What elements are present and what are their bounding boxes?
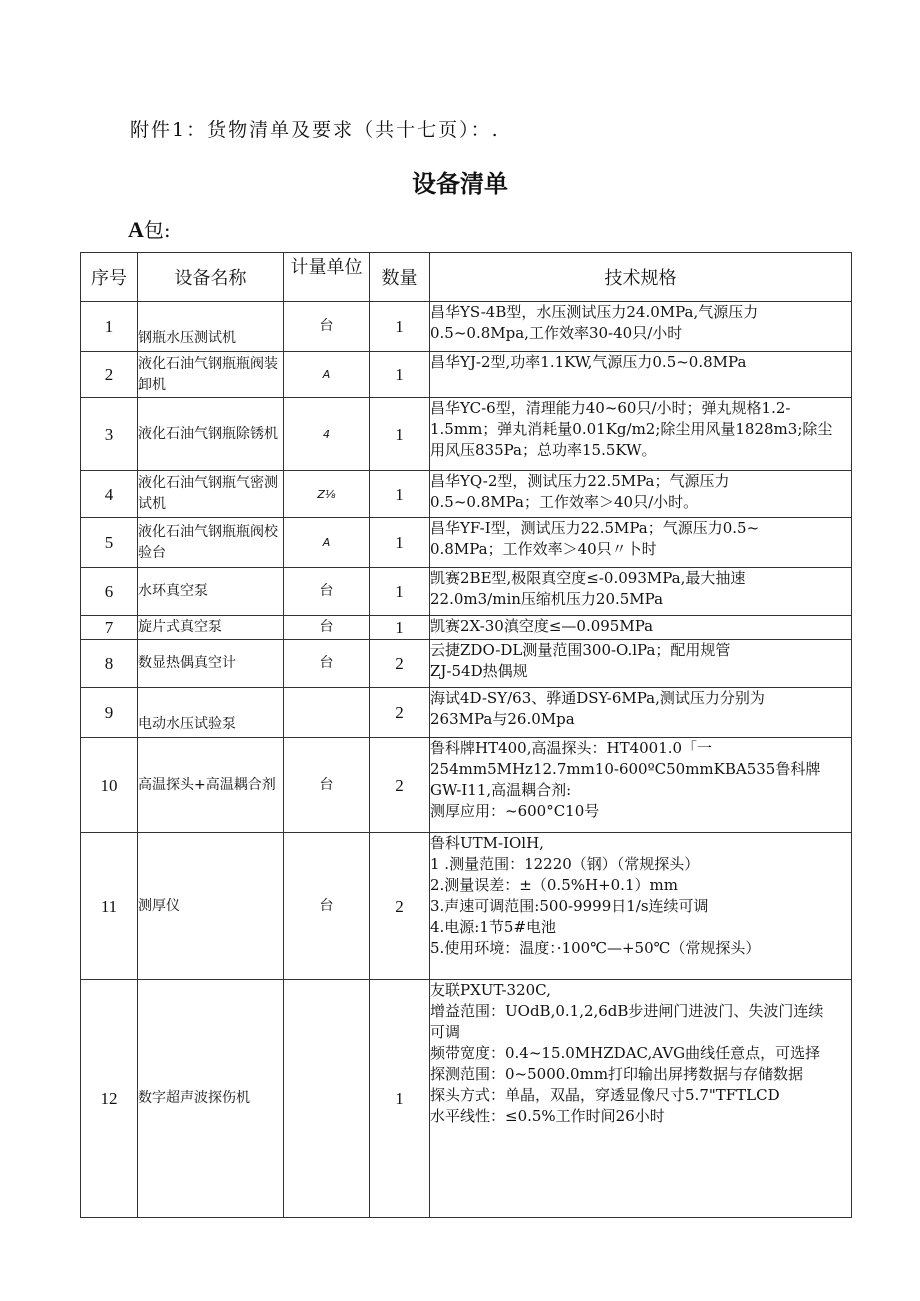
spec-line: 云捷ZDO-DL测量范围300-O.lPa；配用规管 <box>430 641 731 659</box>
spec-line: 1.5mm；弹丸消耗量0.01Kg∕m2;除尘用风量1828m3;除尘 <box>430 420 833 438</box>
spec-line: 测厚应用：~600°C10号 <box>430 802 600 820</box>
row-number: 8 <box>81 640 138 688</box>
unit-of-measure: A <box>284 518 370 568</box>
row-number: 9 <box>81 688 138 738</box>
spec-line: 水平线性：≤0.5%工作时间26小时 <box>430 1107 665 1125</box>
table-row <box>81 640 852 688</box>
spec-line: 0.8MPa；工作效率＞40只〃卜时 <box>430 540 657 558</box>
table-row <box>81 616 852 640</box>
unit-of-measure: 台 <box>284 738 370 833</box>
package-suffix: 包: <box>143 218 171 242</box>
spec-line: 22.0m3∕min压缩机压力20.5MPa <box>430 590 664 608</box>
table-row <box>81 398 852 471</box>
spec-line: 昌华YF-I型，测试压力22.5MPa；气源压力0.5~ <box>430 519 760 537</box>
column-header: 序号 <box>81 253 138 302</box>
spec-line: 0.5~0.8MPa；工作效率＞40只/小时。 <box>430 493 699 511</box>
table-row <box>81 833 852 980</box>
quantity: 1 <box>370 398 430 471</box>
row-number: 6 <box>81 568 138 616</box>
quantity: 1 <box>370 302 430 352</box>
spec-line: 友联PXUT-320C, <box>430 981 551 999</box>
table-row <box>81 738 852 833</box>
quantity: 1 <box>370 980 430 1218</box>
attachment-caption: 附件1：货物清单及要求（共十七页）：. <box>130 119 500 141</box>
unit-of-measure: 台 <box>284 568 370 616</box>
technical-spec <box>430 833 852 980</box>
package-letter: A <box>128 217 144 242</box>
row-number: 2 <box>81 352 138 398</box>
spec-line: 昌华YS-4B型，水压测试压力24.0MPa,气源压力 <box>430 303 759 321</box>
technical-spec <box>430 616 852 640</box>
spec-line: 凯赛2X-30滇空度≤—0.095MPa <box>430 617 654 635</box>
table-row <box>81 471 852 518</box>
equipment-name: 测厚仪 <box>138 833 284 980</box>
technical-spec <box>430 568 852 616</box>
spec-line: 254mm5MHz12.7mm10-600ºC50mmKBA535鲁科牌 <box>430 760 821 778</box>
spec-line: 鲁科牌HT400,高温探头：HT4001.0「一 <box>430 739 713 757</box>
table-row <box>81 518 852 568</box>
technical-spec <box>430 738 852 833</box>
quantity: 2 <box>370 738 430 833</box>
technical-spec <box>430 980 852 1218</box>
table-row <box>81 352 852 398</box>
technical-spec <box>430 640 852 688</box>
quantity: 2 <box>370 833 430 980</box>
table-row <box>81 980 852 1218</box>
equipment-name: 液化石油气钢瓶瓶阀校验台 <box>138 518 284 568</box>
package-label <box>128 214 171 243</box>
quantity: 1 <box>370 568 430 616</box>
spec-line: 探测范围：0~5000.0mm打印输出屏拷数据与存储数据 <box>430 1065 804 1083</box>
unit-of-measure <box>284 688 370 738</box>
unit-of-measure: Z⅛ <box>284 471 370 518</box>
technical-spec <box>430 398 852 471</box>
unit-of-measure: 台 <box>284 640 370 688</box>
unit-of-measure <box>284 980 370 1218</box>
spec-line: 探头方式：单晶，双晶，穿透显像尺寸5.7"TFTLCD <box>430 1086 780 1104</box>
page-title: 设备清单 <box>412 170 508 198</box>
table-header-row <box>81 253 852 302</box>
equipment-name: 数字超声波探伤机 <box>138 980 284 1218</box>
unit-of-measure: A <box>284 352 370 398</box>
spec-line: 频带宽度：0.4~15.0MHZDAC,AVG曲线任意点，可选择 <box>430 1044 821 1062</box>
spec-line: 海试4D-SY/63、骅通DSY-6MPa,测试压力分别为 <box>430 689 765 707</box>
technical-spec <box>430 518 852 568</box>
column-header: 计量单位 <box>284 253 370 302</box>
spec-line: 可调 <box>430 1023 461 1041</box>
row-number: 12 <box>81 980 138 1218</box>
equipment-name: 液化石油气钢瓶除锈机 <box>138 398 284 471</box>
row-number: 3 <box>81 398 138 471</box>
row-number: 7 <box>81 616 138 640</box>
unit-of-measure: 台 <box>284 833 370 980</box>
equipment-table <box>80 252 852 1218</box>
row-number: 5 <box>81 518 138 568</box>
technical-spec <box>430 352 852 398</box>
quantity: 1 <box>370 471 430 518</box>
spec-line: 用风压835Pa；总功率15.5KW。 <box>430 441 657 459</box>
quantity: 1 <box>370 352 430 398</box>
spec-line: 增益范围：UOdB,0.1,2,6dB步进闸门进波门、失波门连续 <box>430 1002 824 1020</box>
unit-of-measure: 台 <box>284 616 370 640</box>
spec-line: 3.声速可调范围:500-9999日1/s连续可调 <box>430 897 709 915</box>
spec-line: 263MPa与26.0Mpa <box>430 710 575 728</box>
spec-line: 0.5~0.8Mpa,工作效率30-40只/小时 <box>430 324 683 342</box>
spec-line: GW-I11,高温耦合剂: <box>430 781 572 799</box>
spec-line: 1 .测量范围：12220（钢）（常规探头） <box>430 855 700 873</box>
row-number: 4 <box>81 471 138 518</box>
quantity: 1 <box>370 518 430 568</box>
table-row <box>81 688 852 738</box>
spec-line: ZJ-54D热偶规 <box>430 662 528 680</box>
spec-line: 4.电源:1节5#电池 <box>430 918 557 936</box>
row-number: 1 <box>81 302 138 352</box>
spec-line: 鲁科UTM-IOlH, <box>430 834 544 852</box>
equipment-name: 高温探头+高温耦合剂 <box>138 738 284 833</box>
spec-line: 昌华YC-6型，清理能力40~60只/小时；弹丸规格1.2- <box>430 399 791 417</box>
technical-spec <box>430 302 852 352</box>
quantity: 1 <box>370 616 430 640</box>
spec-line: 昌华YQ-2型，测试压力22.5MPa；气源压力 <box>430 472 730 490</box>
unit-of-measure: 4 <box>284 398 370 471</box>
unit-of-measure: 台 <box>284 302 370 352</box>
spec-line: 昌华YJ-2型,功率1.1KW,气源压力0.5~0.8MPa <box>430 353 747 371</box>
technical-spec <box>430 688 852 738</box>
column-header: 设备名称 <box>138 253 284 302</box>
equipment-name: 液化石油气钢瓶气密测试机 <box>138 471 284 518</box>
equipment-name: 钢瓶水压测试机 <box>138 302 284 352</box>
table-row <box>81 302 852 352</box>
table-row <box>81 568 852 616</box>
spec-line: 凯赛2BE型,极限真空度≤-0.093MPa,最大抽速 <box>430 569 746 587</box>
equipment-name: 电动水压试验泵 <box>138 688 284 738</box>
row-number: 10 <box>81 738 138 833</box>
equipment-name: 水环真空泵 <box>138 568 284 616</box>
column-header: 数量 <box>370 253 430 302</box>
equipment-name: 液化石油气钢瓶瓶阀装卸机 <box>138 352 284 398</box>
spec-line: 2.测量误差：±（0.5%H+0.1）mm <box>430 876 678 894</box>
quantity: 2 <box>370 640 430 688</box>
equipment-name: 数显热偶真空计 <box>138 640 284 688</box>
row-number: 11 <box>81 833 138 980</box>
technical-spec <box>430 471 852 518</box>
spec-line: 5.使用环境：温度：·100℃—+50℃（常规探头） <box>430 939 761 957</box>
column-header: 技术规格 <box>430 253 852 302</box>
quantity: 2 <box>370 688 430 738</box>
equipment-name: 旋片式真空泵 <box>138 616 284 640</box>
